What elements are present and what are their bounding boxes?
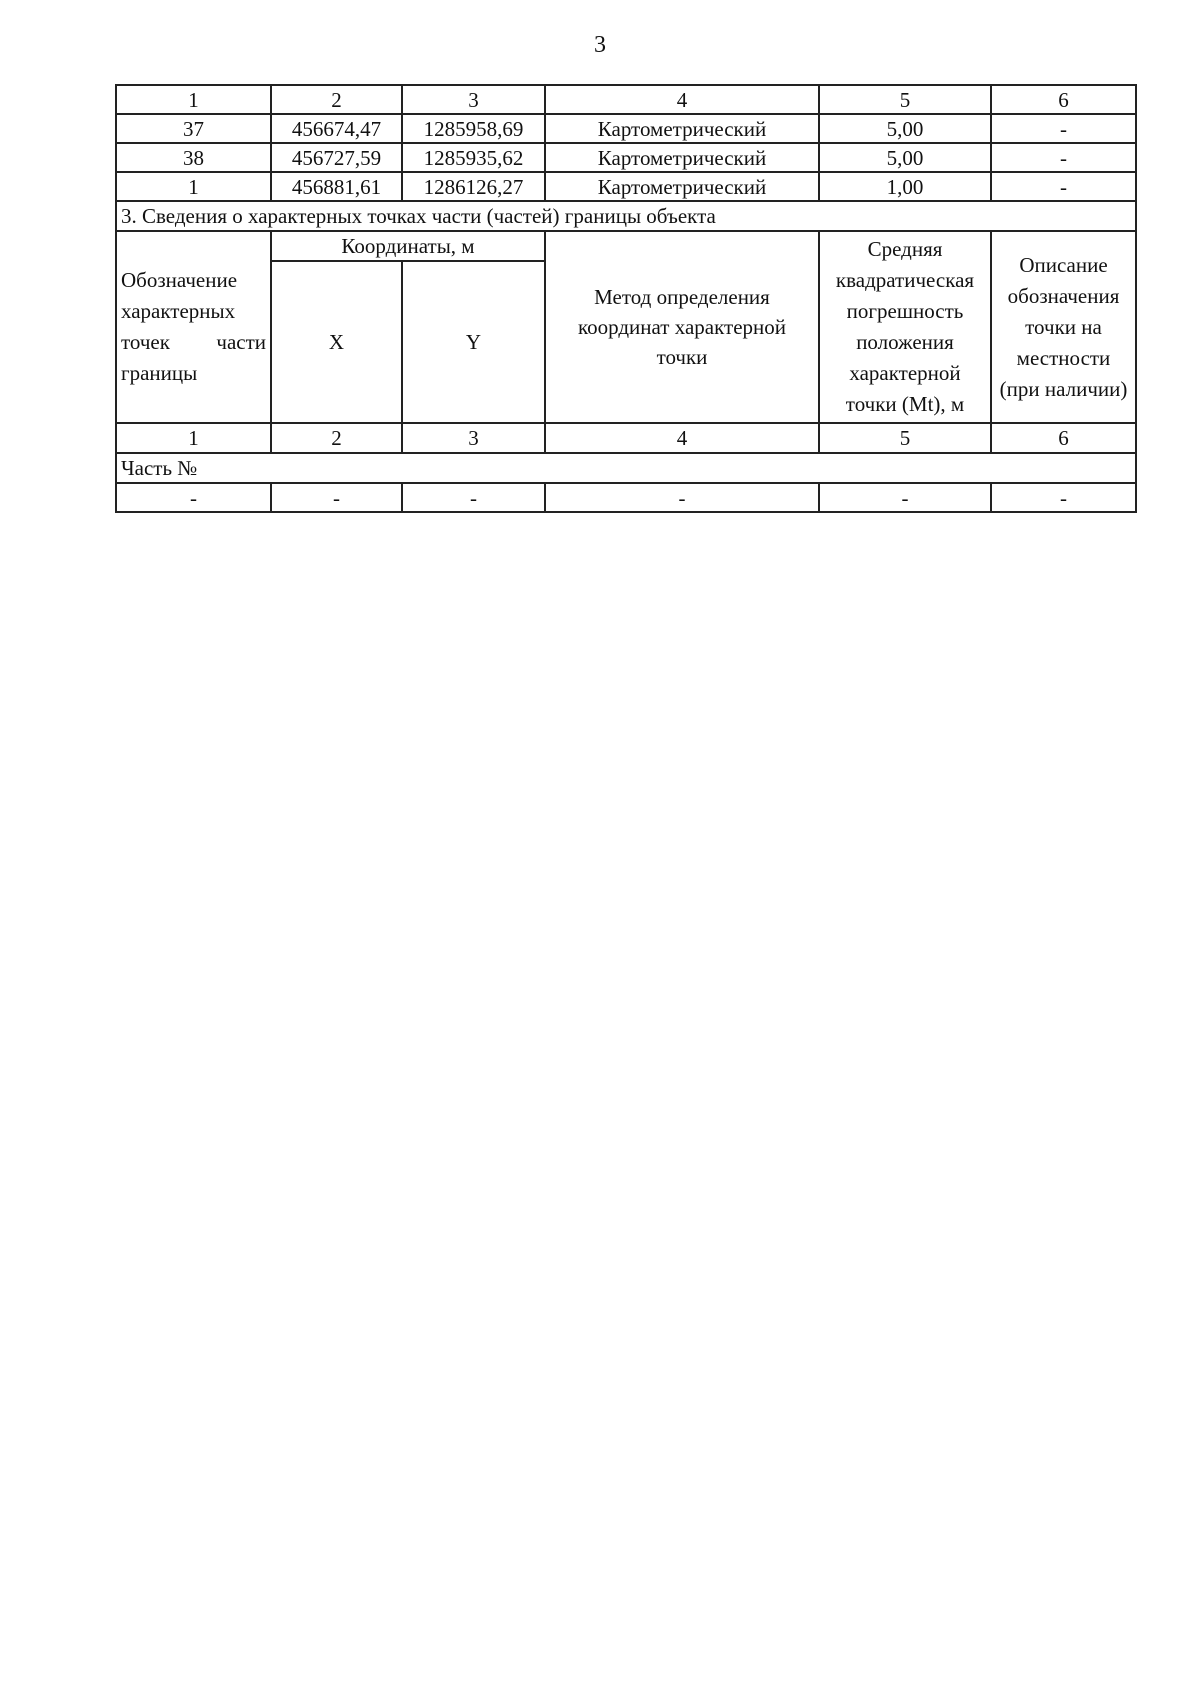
- point-id-cell: 1: [116, 172, 271, 201]
- empty-cell: -: [402, 483, 545, 512]
- empty-cell: -: [545, 483, 819, 512]
- section-title-row: [116, 201, 1136, 231]
- page-number: 3: [594, 32, 606, 58]
- y-header: Y: [402, 261, 545, 423]
- empty-cell: -: [991, 483, 1136, 512]
- empty-cell: -: [271, 483, 402, 512]
- section-title: 3. Сведения о характерных точках части (частей) границы объекта: [116, 201, 1136, 231]
- header-row: [116, 231, 1136, 261]
- column-number: 3: [402, 85, 545, 114]
- description-cell: -: [991, 143, 1136, 172]
- part-label-row: [116, 453, 1136, 483]
- column-number: 3: [402, 423, 545, 453]
- method-cell: Картометрический: [545, 114, 819, 143]
- y-cell: 1285958,69: [402, 114, 545, 143]
- method-cell: Картометрический: [545, 172, 819, 201]
- empty-cell: -: [116, 483, 271, 512]
- error-cell: 5,00: [819, 114, 991, 143]
- column-number: 1: [116, 423, 271, 453]
- column-number: 6: [991, 423, 1136, 453]
- column-number: 5: [819, 423, 991, 453]
- point-id-cell: 38: [116, 143, 271, 172]
- method-header: Метод определения координат характерной точки: [545, 231, 819, 423]
- coordinates-table: [115, 84, 1137, 513]
- column-number: 5: [819, 85, 991, 114]
- y-cell: 1285935,62: [402, 143, 545, 172]
- description-cell: -: [991, 114, 1136, 143]
- designation-header: Обозначение характерных точек части границы: [116, 231, 271, 423]
- column-number: 2: [271, 423, 402, 453]
- table-row: [116, 483, 1136, 512]
- column-number: 1: [116, 85, 271, 114]
- method-cell: Картометрический: [545, 143, 819, 172]
- x-header: X: [271, 261, 402, 423]
- table-row: [116, 114, 1136, 143]
- x-cell: 456674,47: [271, 114, 402, 143]
- table-row: [116, 172, 1136, 201]
- coordinates-header: Координаты, м: [271, 231, 545, 261]
- error-header: Средняя квадратическая погрешность положения характерной точки (Mt), м: [819, 231, 991, 423]
- empty-cell: -: [819, 483, 991, 512]
- column-number: 4: [545, 85, 819, 114]
- x-cell: 456727,59: [271, 143, 402, 172]
- table-row: [116, 143, 1136, 172]
- column-number: 2: [271, 85, 402, 114]
- part-label: Часть №: [116, 453, 1136, 483]
- description-cell: -: [991, 172, 1136, 201]
- y-cell: 1286126,27: [402, 172, 545, 201]
- point-id-cell: 37: [116, 114, 271, 143]
- column-number-row: [116, 85, 1136, 114]
- column-number: 6: [991, 85, 1136, 114]
- description-header: Описание обозначения точки на местности (при наличии): [991, 231, 1136, 423]
- x-cell: 456881,61: [271, 172, 402, 201]
- column-number-row: [116, 423, 1136, 453]
- error-cell: 1,00: [819, 172, 991, 201]
- column-number: 4: [545, 423, 819, 453]
- error-cell: 5,00: [819, 143, 991, 172]
